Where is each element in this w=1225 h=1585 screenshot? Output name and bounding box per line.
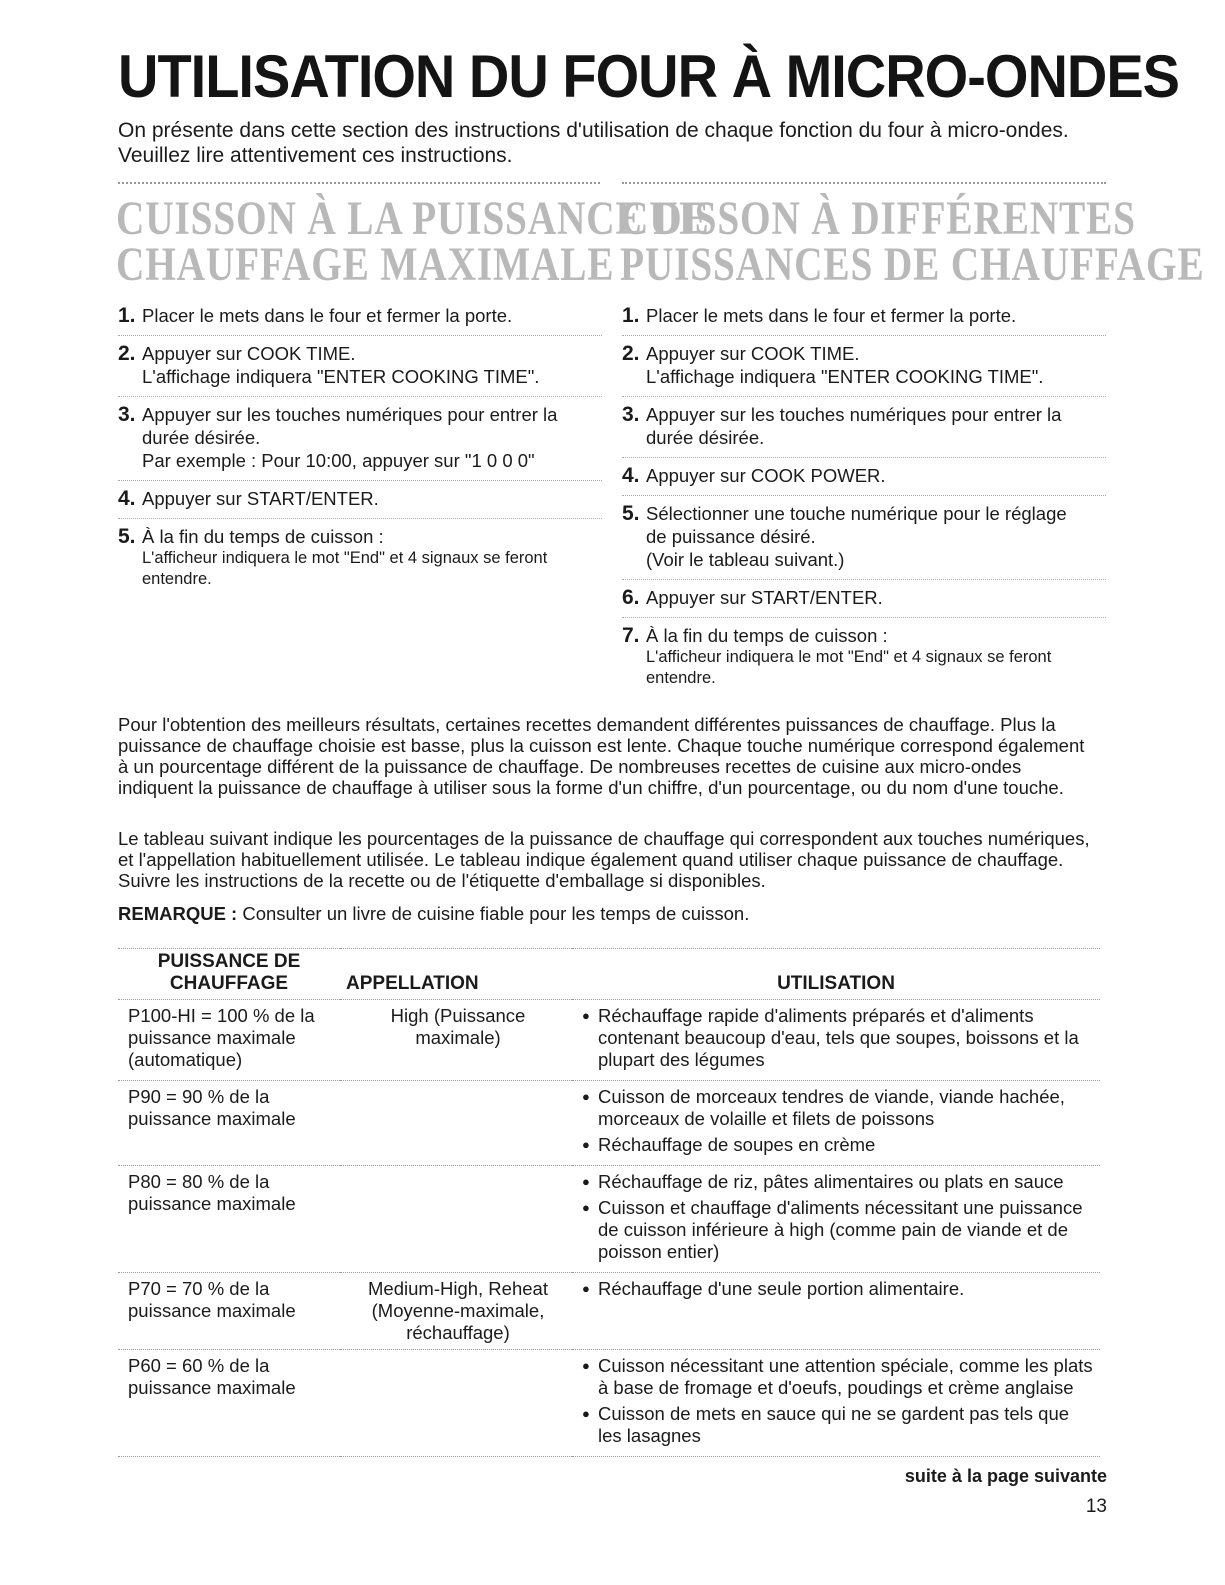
remarque-label: REMARQUE : xyxy=(118,903,238,924)
step-note: L'afficheur indiquera le mot "End" et 4 signaux se feront entendre. xyxy=(646,648,1052,687)
left-section-heading-1: CUISSON À LA PUISSANCE DE xyxy=(116,192,710,245)
right-steps-list xyxy=(622,298,1106,697)
paragraph-power-levels: Pour l'obtention des meilleurs résultats, certaines recettes demandent différentes puissances de chauffage. Plus la puissance de chauffage choisie est basse, plus la cuisson est lente. Chaque touche numérique correspond également à un pourcentage différent de la puissance de chauffage. De nombreuses recettes de cuisine aux micro-ondes indiquent la puissance de chauffage à utiliser sous la forme d'un chiffre, d'un pourcentage, ou du nom d'une touche. xyxy=(118,714,1085,798)
cell-name xyxy=(340,1166,572,1273)
step-text: À la fin du temps de cuisson : xyxy=(142,526,384,547)
step-number: 2. xyxy=(118,342,136,365)
remarque-text: Consulter un livre de cuisine fiable pour les temps de cuisson. xyxy=(237,903,750,924)
table-row xyxy=(118,1081,1100,1166)
usage-bullet: ● Réchauffage d'une seule portion alimentaire. xyxy=(582,1278,1094,1300)
cell-power: P60 = 60 % de la puissance maximale xyxy=(128,1355,296,1398)
step-number: 5. xyxy=(622,502,640,525)
step-text: Appuyer sur START/ENTER. xyxy=(142,488,379,509)
step-item xyxy=(622,397,1106,458)
cell-use xyxy=(572,1350,1100,1457)
step-subtext: L'affichage indiquera "ENTER COOKING TIME". xyxy=(142,366,540,387)
right-section-heading-1: CUISSON À DIFFÉRENTES xyxy=(620,192,1136,245)
usage-bullet: ● Cuisson nécessitant une attention spéciale, comme les plats à base de fromage et d'oeufs, poudings et crème anglaise xyxy=(582,1355,1094,1399)
cell-name: Medium-High, Reheat (Moyenne-maximale, réchauffage) xyxy=(368,1278,548,1343)
cell-power: P100-HI = 100 % de la puissance maximale (automatique) xyxy=(128,1005,315,1070)
step-subtext-2: Par exemple : Pour 10:00, appuyer sur "1 0 0 0" xyxy=(142,450,535,471)
table-row xyxy=(118,1166,1100,1273)
step-subtext: durée désirée. xyxy=(646,427,765,448)
step-number: 6. xyxy=(622,586,640,609)
step-item xyxy=(118,397,602,481)
left-section-heading-2: CHAUFFAGE MAXIMALE xyxy=(116,238,615,291)
cell-use xyxy=(572,1000,1100,1081)
header-name: APPELLATION xyxy=(346,973,479,994)
header-power: PUISSANCE DE CHAUFFAGE xyxy=(157,951,301,994)
intro-text: On présente dans cette section des instructions d'utilisation de chaque fonction du four à micro-ondes. Veuillez lire attentivement ces instructions. xyxy=(118,119,1069,167)
step-subtext: L'affichage indiquera "ENTER COOKING TIME". xyxy=(646,366,1044,387)
left-section-rule xyxy=(118,182,600,184)
step-text: Placer le mets dans le four et fermer la porte. xyxy=(142,305,513,326)
step-text: À la fin du temps de cuisson : xyxy=(646,625,888,646)
step-text: Appuyer sur START/ENTER. xyxy=(646,587,883,608)
step-item xyxy=(622,580,1106,618)
table-row xyxy=(118,1350,1100,1457)
step-number: 1. xyxy=(118,304,136,327)
right-section-rule xyxy=(622,182,1106,184)
step-number: 4. xyxy=(622,464,640,487)
step-text: Appuyer sur COOK TIME. xyxy=(142,343,356,364)
continued-note: suite à la page suivante xyxy=(904,1466,1107,1486)
step-number: 1. xyxy=(622,304,640,327)
step-item xyxy=(622,618,1106,697)
step-text: Appuyer sur COOK POWER. xyxy=(646,465,886,486)
cell-power: P90 = 90 % de la puissance maximale xyxy=(128,1086,296,1129)
cell-name xyxy=(340,1081,572,1166)
step-number: 3. xyxy=(118,403,136,426)
remarque-note xyxy=(118,903,1098,924)
step-note: L'afficheur indiquera le mot "End" et 4 signaux se feront entendre. xyxy=(142,549,548,588)
step-text: Sélectionner une touche numérique pour le réglage xyxy=(646,503,1067,524)
step-text: Appuyer sur COOK TIME. xyxy=(646,343,860,364)
step-item xyxy=(118,336,602,397)
step-text: Appuyer sur les touches numériques pour entrer la xyxy=(646,404,1062,425)
step-number: 7. xyxy=(622,624,640,647)
cell-use xyxy=(572,1081,1100,1166)
step-number: 5. xyxy=(118,525,136,548)
step-item xyxy=(622,458,1106,496)
step-item xyxy=(118,481,602,519)
step-subtext-2: (Voir le tableau suivant.) xyxy=(646,549,845,570)
cell-power: P70 = 70 % de la puissance maximale xyxy=(128,1278,296,1321)
page-title: UTILISATION DU FOUR À MICRO-ONDES xyxy=(118,41,1180,110)
cell-use xyxy=(572,1166,1100,1273)
page-number: 13 xyxy=(1085,1496,1107,1517)
table-row xyxy=(118,1000,1100,1081)
usage-bullet: ● Cuisson de mets en sauce qui ne se gardent pas tels que les lasagnes xyxy=(582,1403,1094,1447)
cell-name xyxy=(340,1350,572,1457)
cell-use xyxy=(572,1273,1100,1350)
usage-bullet: ● Réchauffage rapide d'aliments préparés et d'aliments contenant beaucoup d'eau, tels que soupes, boissons et la plupart des légumes xyxy=(582,1005,1094,1071)
paragraph-table-intro: Le tableau suivant indique les pourcentages de la puissance de chauffage qui correspondent aux touches numériques, et l'appellation habituellement utilisée. Le tableau indique également quand utiliser chaque puissance de chauffage. Suivre les instructions de la recette ou de l'étiquette d'emballage si disponibles. xyxy=(118,828,1090,891)
table-row xyxy=(118,1273,1100,1350)
cell-power: P80 = 80 % de la puissance maximale xyxy=(128,1171,296,1214)
step-number: 3. xyxy=(622,403,640,426)
step-text: Appuyer sur les touches numériques pour entrer la xyxy=(142,404,558,425)
step-item xyxy=(622,496,1106,580)
right-section-heading-2: PUISSANCES DE CHAUFFAGE xyxy=(620,238,1205,291)
usage-bullet: ● Cuisson de morceaux tendres de viande, viande hachée, morceaux de volaille et filets de poissons xyxy=(582,1086,1094,1130)
step-item xyxy=(118,519,602,598)
step-item xyxy=(118,298,602,336)
left-steps-list xyxy=(118,298,602,598)
power-levels-table xyxy=(118,948,1100,1457)
step-subtext: de puissance désiré. xyxy=(646,526,816,547)
usage-bullet: ● Cuisson et chauffage d'aliments nécessitant une puissance de cuisson inférieure à high (comme pain de viande et de poisson entier) xyxy=(582,1197,1094,1263)
cell-name: High (Puissance maximale) xyxy=(390,1005,526,1048)
step-subtext: durée désirée. xyxy=(142,427,261,448)
usage-bullet: ● Réchauffage de riz, pâtes alimentaires ou plats en sauce xyxy=(582,1171,1094,1193)
step-number: 4. xyxy=(118,487,136,510)
usage-bullet: ● Réchauffage de soupes en crème xyxy=(582,1134,1094,1156)
header-use: UTILISATION xyxy=(777,973,895,994)
step-item xyxy=(622,336,1106,397)
step-number: 2. xyxy=(622,342,640,365)
step-item xyxy=(622,298,1106,336)
step-text: Placer le mets dans le four et fermer la porte. xyxy=(646,305,1017,326)
